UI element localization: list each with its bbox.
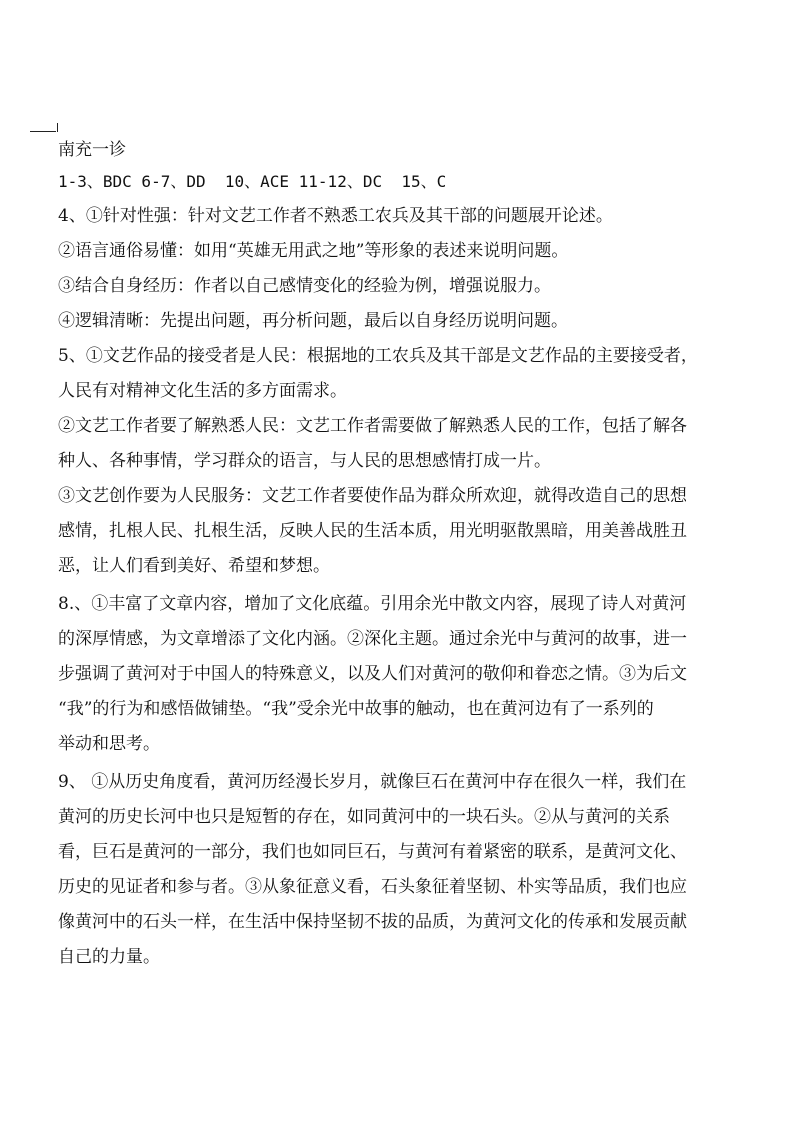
answer-line: 举动和思考。 (58, 734, 160, 754)
answer-line: 种人、各种事情，学习群众的语言，与人民的思想感情打成一片。 (58, 451, 551, 471)
answer-line: 自己的力量。 (58, 947, 160, 967)
answer-line: 步强调了黄河对于中国人的特殊意义，以及人们对黄河的敬仰和眷恋之情。③为后文 (58, 664, 687, 684)
answer-line: 恶，让人们看到美好、希望和梦想。 (58, 556, 330, 576)
answer-line: ③文艺创作要为人民服务：文艺工作者要使作品为群众所欢迎，就得改造自己的思想 (58, 486, 687, 506)
answer-sheet (58, 135, 770, 975)
answer-line: ③结合自身经历：作者以自己感情变化的经验为例，增强说服力。 (58, 276, 551, 296)
corner-crop-mark (30, 131, 56, 132)
answer-q9 (58, 765, 770, 975)
answer-line: 9、 ①从历史角度看，黄河历经漫长岁月，就像巨石在黄河中存在很久一样，我们在 (58, 772, 687, 792)
answer-line: 8.、①丰富了文章内容，增加了文化底蕴。引用余光中散文内容，展现了诗人对黄河 (58, 594, 687, 614)
multiple-choice-answers: 1-3、BDC 6-7、DD 10、ACE 11-12、DC 15、C (58, 172, 447, 191)
answer-line: 黄河的历史长河中也只是短暂的存在，如同黄河中的一块石头。②从与黄河的关系 (58, 807, 670, 827)
answer-line: 感情，扎根人民、扎根生活，反映人民的生活本质，用光明驱散黑暗，用美善战胜丑 (58, 521, 687, 541)
answer-line: ④逻辑清晰：先提出问题，再分析问题，最后以自身经历说明问题。 (58, 311, 568, 331)
answer-line: ②文艺工作者要了解熟悉人民：文艺工作者需要做了解熟悉人民的工作，包括了解各 (58, 416, 687, 436)
answer-q4 (58, 199, 770, 339)
answer-line: 看，巨石是黄河的一部分，我们也如同巨石，与黄河有着紧密的联系，是黄河文化、 (58, 842, 687, 862)
answer-line: 的深厚情感，为文章增添了文化内涵。②深化主题。通过余光中与黄河的故事，进一 (58, 629, 687, 649)
answer-line: ②语言通俗易懂：如用“英雄无用武之地”等形象的表述来说明问题。 (58, 241, 569, 261)
answer-line: “我”的行为和感悟做铺垫。“我”受余光中故事的触动，也在黄河边有了一系列的 (58, 699, 654, 719)
answer-q5 (58, 339, 770, 584)
doc-title: 南充一诊 (58, 140, 126, 160)
answer-q8 (58, 587, 770, 762)
answer-line: 5、①文艺作品的接受者是人民：根据地的工农兵及其干部是文艺作品的主要接受者， (58, 346, 698, 366)
answer-line: 人民有对精神文化生活的多方面需求。 (58, 381, 347, 401)
answer-line: 4、①针对性强：针对文艺工作者不熟悉工农兵及其干部的问题展开论述。 (58, 206, 613, 226)
answer-line: 像黄河中的石头一样，在生活中保持坚韧不拔的品质，为黄河文化的传承和发展贡献 (58, 912, 687, 932)
answer-line: 历史的见证者和参与者。③从象征意义看，石头象征着坚韧、朴实等品质，我们也应 (58, 877, 687, 897)
